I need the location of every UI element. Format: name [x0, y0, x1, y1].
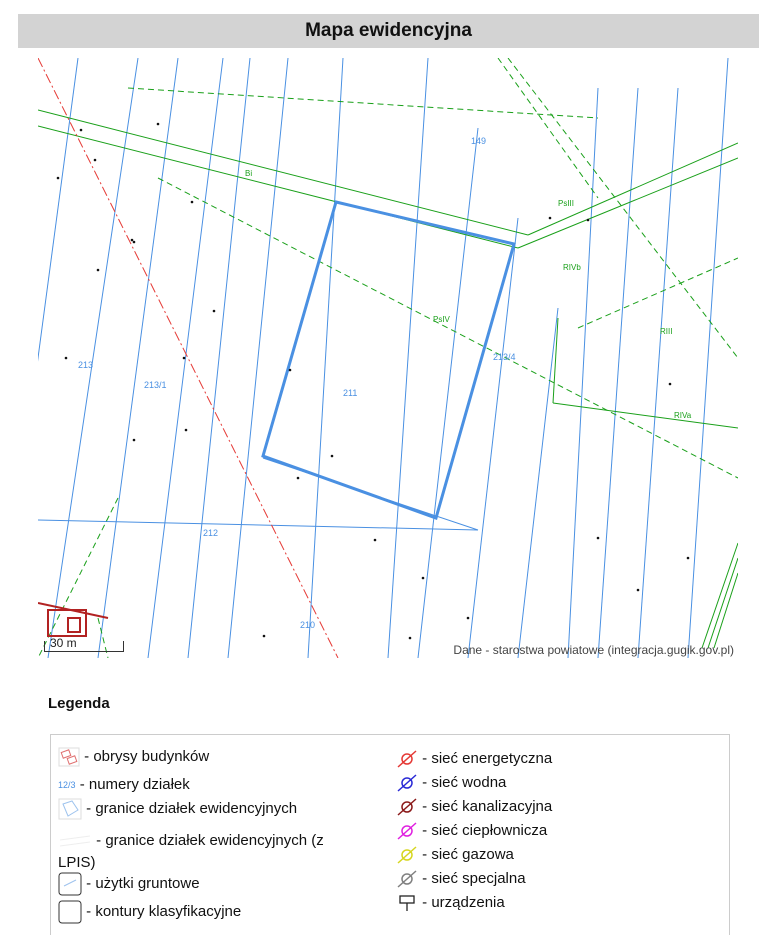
land-use-icon	[58, 872, 82, 896]
cadastral-map[interactable]	[38, 58, 738, 658]
legend-item-gas: - sieć gazowa	[396, 844, 514, 866]
parcel-boundaries	[38, 58, 728, 658]
legend-item-soil-class: - kontury klasyfikacyjne	[58, 900, 241, 924]
legend-title: Legenda	[48, 695, 110, 712]
legend-item-lpis-boundaries: - granice działek ewidencyjnych (z LPIS)	[58, 832, 324, 872]
parcel-label: 213/1	[144, 380, 167, 390]
parcel-label: 149	[471, 136, 487, 146]
land-use-label: PsIII	[558, 199, 575, 208]
legend-item-parcel-numbers: $^{12/3}$ - numery działek	[58, 776, 190, 793]
legend-item-heating: - sieć ciepłownicza	[396, 820, 547, 842]
parcel-boundary-icon	[58, 798, 82, 820]
legend-item-sewer: - sieć kanalizacyjna	[396, 796, 552, 818]
legend-item-parcel-boundaries: - granice działek ewidencyjnych	[58, 798, 297, 820]
map-attribution: Dane - starostwa powiatowe (integracja.gugik.gov.pl)	[453, 643, 734, 657]
legend-item-special: - sieć specjalna	[396, 868, 526, 890]
legend-item-power: - sieć energetyczna	[396, 748, 552, 770]
highlighted-parcel	[263, 202, 514, 518]
land-use-label: RIII	[660, 327, 673, 336]
page-title: Mapa ewidencyjna	[18, 14, 759, 48]
water-network-icon	[396, 773, 418, 793]
land-use-label: Bi	[245, 169, 253, 178]
building-outline-icon	[58, 747, 80, 767]
legend-item-land-use: - użytki gruntowe	[58, 872, 200, 896]
soil-class-icon	[58, 900, 82, 924]
parcel-number-icon: 12/3	[58, 780, 76, 790]
parcel-label: 211	[343, 388, 358, 398]
scale-label: 30 m	[50, 636, 77, 650]
heating-network-icon	[396, 821, 418, 841]
land-use-contours	[38, 58, 738, 658]
legend-item-buildings: - obrysy budynków	[58, 746, 209, 768]
parcel-label: 213	[78, 360, 94, 370]
parcel-label: 210	[300, 620, 316, 630]
land-use-label: RIVb	[563, 263, 581, 272]
legend-item-water: - sieć wodna	[396, 772, 506, 794]
sewer-network-icon	[396, 797, 418, 817]
gas-network-icon	[396, 845, 418, 865]
parcel-label: 212	[203, 528, 219, 538]
lpis-boundary-icon	[58, 830, 92, 852]
special-network-icon	[396, 869, 418, 889]
parcel-label: 213/4	[493, 352, 516, 362]
map-canvas	[38, 58, 738, 658]
map-scale	[44, 636, 124, 654]
buildings	[38, 603, 108, 636]
dense-lines	[702, 543, 738, 648]
power-network-icon	[396, 749, 418, 769]
device-icon	[396, 893, 418, 913]
legend-item-devices: - urządzenia	[396, 892, 505, 914]
land-use-label: RIVa	[674, 411, 692, 420]
land-use-label: PsIV	[433, 315, 450, 324]
